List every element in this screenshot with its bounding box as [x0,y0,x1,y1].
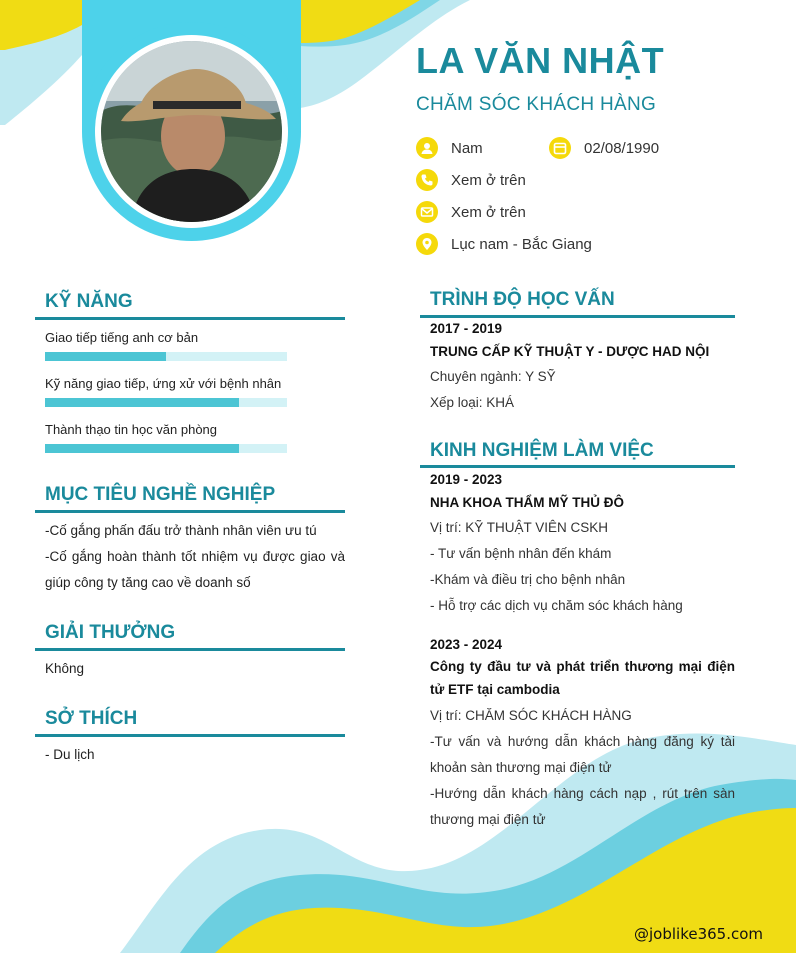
awards-divider [35,648,345,651]
awards-heading: GIẢI THƯỞNG [45,622,176,643]
birthdate-value: 02/08/1990 [584,139,660,157]
hobbies-text: - Du lịch [45,747,95,762]
user-icon [416,137,438,159]
experience-heading: KINH NGHIỆM LÀM VIỆC [430,440,654,461]
job-position: Vị trí: CHĂM SÓC KHÁCH HÀNG [430,708,632,723]
email-row [416,201,526,223]
objective-line: -Cố gắng phấn đấu trở thành nhân viên ưu tú [45,523,317,538]
calendar-icon [549,137,571,159]
job-duty: - Tư vấn bệnh nhân đến khám [430,546,612,561]
awards-text: Không [45,661,85,676]
birthdate-row [549,137,659,159]
education-school: TRUNG CẤP KỸ THUẬT Y - DƯỢC HAD NỘI [430,344,710,359]
objective-divider [35,510,345,513]
address-row [416,233,592,255]
phone-icon [416,169,438,191]
gender-row [416,137,483,159]
hobbies-divider [35,734,345,737]
job-duty: -Tư vấn và hướng dẫn khách hàng đăng ký tài khoản sàn thương mại điện tử [430,734,735,775]
hobbies-heading: SỞ THÍCH [45,708,138,729]
education-grade: Xếp loại: KHÁ [430,395,515,410]
skills-heading: KỸ NĂNG [45,291,133,312]
phone-row [416,169,526,191]
skill-label: Kỹ năng giao tiếp, ứng xử với bệnh nhân [45,376,282,391]
skill-bar-fill [45,444,239,453]
person-name: LA VĂN NHẬT [416,40,665,81]
job-title: CHĂM SÓC KHÁCH HÀNG [416,94,657,115]
gender-value: Nam [451,139,483,157]
education-major: Chuyên ngành: Y SỸ [430,369,556,384]
skill-bar [45,398,287,407]
job-duty: -Khám và điều trị cho bệnh nhân [430,572,626,587]
job-company: NHA KHOA THẨM MỸ THỦ ĐÔ [430,495,624,510]
watermark: @joblike365.com [634,925,764,943]
skill-bar [45,352,287,361]
skill-bar-fill [45,352,166,361]
skill-label: Giao tiếp tiếng anh cơ bản [45,330,199,345]
job-duty: - Hỗ trợ các dịch vụ chăm sóc khách hàng [430,598,683,613]
location-icon [416,233,438,255]
skill-bar [45,444,287,453]
job-duty: -Hướng dẫn khách hàng cách nạp , rút trên sàn thương mại điện tử [430,786,735,827]
skill-label: Thành thạo tin học văn phòng [45,422,218,437]
job-period: 2023 - 2024 [430,637,503,652]
address-value: Lục nam - Bắc Giang [451,235,592,253]
job-company: Công ty đầu tư và phát triển thương mại điện tử ETF tại cambodia [430,659,735,697]
email-icon [416,201,438,223]
education-period: 2017 - 2019 [430,321,503,336]
skill-bar-fill [45,398,239,407]
email-value: Xem ở trên [451,203,526,221]
avatar-photo [101,41,282,222]
objective-line: -Cố gắng hoàn thành tốt nhiệm vụ được giao và giúp công ty tăng cao về doanh số [45,549,345,590]
job-position: Vị trí: KỸ THUẬT VIÊN CSKH [430,520,609,535]
skills-divider [35,317,345,320]
objective-heading: MỤC TIÊU NGHỀ NGHIỆP [45,484,276,505]
avatar [101,41,282,222]
education-heading: TRÌNH ĐỘ HỌC VẤN [430,289,615,310]
phone-value: Xem ở trên [451,171,526,189]
job-period: 2019 - 2023 [430,472,503,487]
